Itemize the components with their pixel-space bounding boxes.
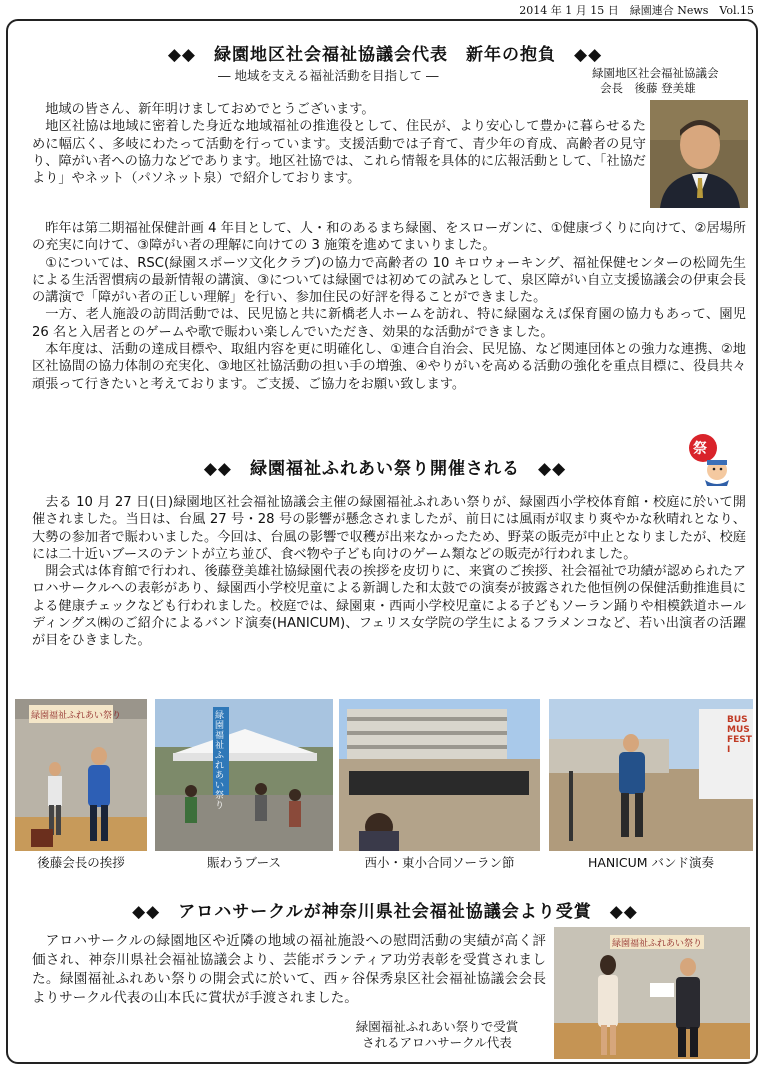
article3-body <box>32 932 546 1008</box>
article1-body <box>32 220 746 393</box>
award-caption-line1: 緑園福祉ふれあい祭りで受賞 <box>355 1019 519 1034</box>
article1-paragraph: 地区社協は地域に密着した身近な地域福祉の推進役として、住民が、より安心して豊かに暮らせるために幅広く、多岐にわたって活動を行っています。支援活動では子育て、青少年の育成、高齢者の見守り、障がい者への協力などであります。地区社協では、これら情報を具体的に広報活動として、「社協だより」やネット（パソネット泉）で紹介しております。 <box>32 119 646 187</box>
photo-caption: 賑わうブース <box>206 855 281 870</box>
photo-soran <box>339 699 540 851</box>
photo-banner-text: 緑園福祉ふれあい祭り <box>31 711 122 721</box>
author-name: 会長 後藤 登美雄 <box>600 81 696 95</box>
article2-body <box>32 494 746 650</box>
photo-caption: 西小・東小合同ソーラン節 <box>364 855 515 870</box>
article1-title: ◆◆ 緑園地区社会福祉協議会代表 新年の抱負 ◆◆ <box>167 45 603 65</box>
article1-paragraph: 昨年は第二期福祉保健計画 4 年目として、人・和のあるまち緑園、をスローガンに、①健康づくりに向けて、②居場所の充実に向けて、③障がい者の理解に向けての 3 施策を進めてまいりました。 <box>32 221 746 254</box>
issue-info: 2014 年 1 月 15 日 緑園連合 News Vol.15 <box>519 4 754 17</box>
award-caption-line2: されるアロハサークル代表 <box>362 1035 512 1050</box>
newsletter-header <box>0 0 770 18</box>
photo-banner-text: 緑園福祉ふれあい祭り <box>215 711 225 811</box>
festival-mascot-icon <box>683 432 737 486</box>
article1-paragraph: 本年度は、活動の達成目標や、取組内容を更に明確化し、①連合自治会、民児協、など関連団体との強力な連携、②地区社協間の協力体制の充実化、③地区社協活動の担い手の増強、④やりがいを高める活動の強化を重点目標に、役員共々頑張って行きたいと考えております。ご支援、ご協力をお願い致します。 <box>32 342 746 392</box>
article2-paragraph: 去る 10 月 27 日(日)緑園地区社会福祉協議会主催の緑園福祉ふれあい祭りが、緑園西小学校体育館・校庭に於いて開催されました。当日は、台風 27 号・28 号の影響が懸念されましたが、前日には風雨が収まり爽やかな秋晴れとなり、大勢の参加者で賑わいました。今回は、台風の影響で収穫が出来なかったため、野菜の販売が中止となりましたが、校庭には二十近いブースのテントが立ち並び、食べ物や子ども向けのゲーム類などの販売が行われました。 <box>32 495 746 562</box>
photo-band <box>549 699 753 851</box>
article1-author <box>592 66 742 96</box>
article1-paragraph: ①については、RSC(緑園スポーツ文化クラブ)の協力で高齢者の 10 キロウォーキング、福祉保健センターの松岡先生による生活習慣病の最新情報の講演、③については緑園では初めての試みとして、泉区障がい自立支援協議会の伊東会長の講演で「障がい者の正しい理解」を行い、参加住民の好評を得ることができました。 <box>32 255 746 306</box>
article1-paragraph: 一方、老人施設の訪問活動では、民児協と共に新橋老人ホームを訪れ、特に緑園なえば保育園の協力もあって、園児 26 名と入居者とのゲームや歌で賑わい楽しんでいただき、効果的な活動ができました。 <box>32 307 746 340</box>
article1-paragraph: 地域の皆さん、新年明けましておめでとうございます。 <box>45 102 375 117</box>
award-photo <box>554 927 750 1059</box>
festival-badge-text: 祭 <box>693 441 707 457</box>
photo-banner-text: BUS MUS FESTI <box>727 715 752 755</box>
portrait-photo <box>650 100 748 208</box>
photo-speech <box>15 699 147 851</box>
award-caption <box>330 1019 544 1051</box>
photo-booths <box>155 699 333 851</box>
article3-paragraph: アロハサークルの緑園地区や近隣の地域の福祉施設への慰問活動の実績が高く評価され、神奈川県社会福祉協議会より、芸能ボランティア功労表彰を受賞されました。緑園福祉ふれあい祭りの開会式に於いて、西ヶ谷保秀泉区社会福祉協議会会長よりサークル代表の山本氏に賞状が手渡されました。 <box>32 933 546 1006</box>
article3-title: ◆◆ アロハサークルが神奈川県社会福祉協議会より受賞 ◆◆ <box>132 902 638 922</box>
photo-banner-text: 緑園福祉ふれあい祭り <box>612 939 703 949</box>
article2-title: ◆◆ 緑園福祉ふれあい祭り開催される ◆◆ <box>203 459 567 479</box>
photo-caption: HANICUM バンド演奏 <box>587 855 715 870</box>
photo-caption: 後藤会長の挨拶 <box>37 855 125 870</box>
portrait-illustration <box>650 100 748 208</box>
article2-paragraph: 開会式は体育館で行われ、後藤登美雄社協緑園代表の挨拶を皮切りに、来賓のご挨拶、社会福祉で功績が認められたアロハサークルへの表彰があり、緑園西小学校児童による新調した和太鼓での演奏が披露された他恒例の保健活動推進員による健康チェックなども行われました。校庭では、緑園東・西両小学校児童による子どもソーラン踊りや相模鉄道ホールディングス㈱のご紹介によるバンド演奏(HANICUM)、フェリス女学院の学生によるフラメンコなど、若い出演者の活躍が目をひきました。 <box>32 564 746 649</box>
festival-mascot <box>683 432 737 486</box>
author-org: 緑園地区社会福祉協議会 <box>592 66 719 80</box>
article1-subtitle: ― 地域を支える福祉活動を目指して ― <box>218 68 439 83</box>
article1-body-top <box>32 101 646 187</box>
